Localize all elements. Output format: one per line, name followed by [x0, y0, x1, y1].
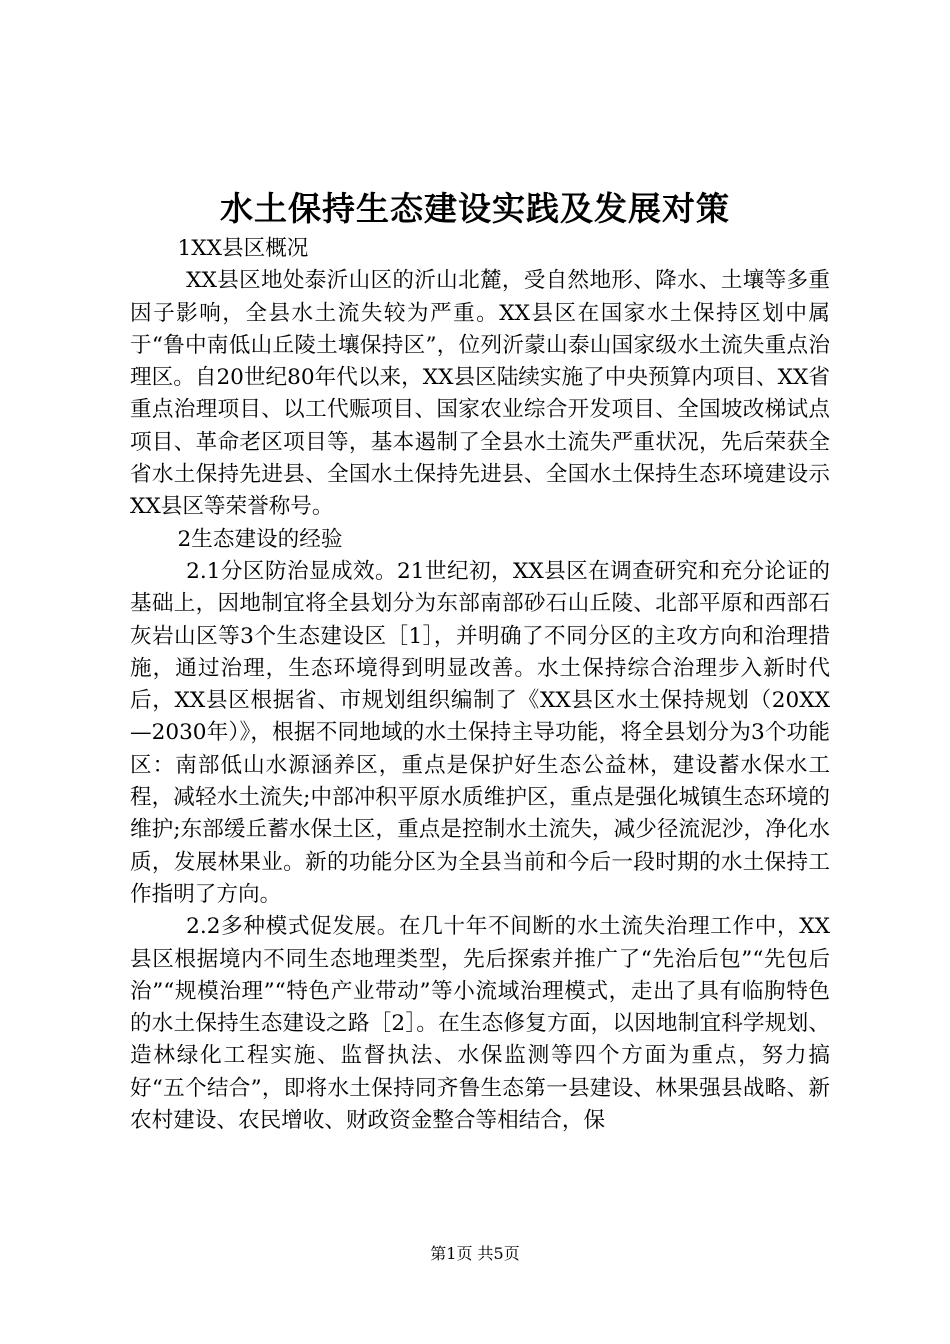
paragraph-2-1: 2.1分区防治显成效。21世纪初，XX县区在调查研究和充分论证的基础上，因地制宜将全县划分为东部南部砂石山丘陵、北部平原和西部石灰岩山区等3个生态建设区［1］，并明确了不同分区的主攻方向和治理措施，通过治理，生态环境得到明显改善。水土保持综合治理步入新时代后，XX县区根据省、市规划组织编制了《XX县区水土保持规划（20XX—2030年）》，根据不同地域的水土保持主导功能，将全县划分为3个功能区：南部低山水源涵养区，重点是保护好生态公益林，建设蓄水保水工程，减轻水土流失;中部冲积平原水质维护区，重点是强化城镇生态环境的维护;东部缓丘蓄水保土区，重点是控制水土流失，减少径流泥沙，净化水质，发展林果业。新的功能分区为全县当前和今后一段时期的水土保持工作指明了方向。 [130, 558, 830, 907]
document-title: 水土保持生态建设实践及发展对策 [220, 189, 730, 228]
section-heading-1: 1XX县区概况 [177, 236, 309, 261]
section-heading-2: 2生态建设的经验 [177, 526, 343, 552]
paragraph-2-2: 2.2多种模式促发展。在几十年不间断的水土流失治理工作中，XX县区根据境内不同生态地理类型，先后探索并推广了“先治后包”“先包后治”“规模治理”“特色产业带动”等小流域治理模式，走出了具有临朐特色的水土保持生态建设之路［2］。在生态修复方面，以因地制宜科学规划、造林绿化工程实施、监督执法、水保监测等四个方面为重点，努力搞好“五个结合”，即将水土保持同齐鲁生态第一县建设、林果强县战略、新农村建设、农民增收、财政资金整合等相结合，保 [130, 914, 830, 1134]
page-footer: 第1页 共5页 [430, 1244, 520, 1263]
paragraph-overview: XX县区地处泰沂山区的沂山北麓，受自然地形、降水、土壤等多重因子影响，全县水土流失较为严重。XX县区在国家水土保持区划中属于“鲁中南低山丘陵土壤保持区”，位列沂蒙山泰山国家级水土流失重点治理区。自20世纪80年代以来，XX县区陆续实施了中央预算内项目、XX省重点治理项目、以工代赈项目、国家农业综合开发项目、全国坡改梯试点项目、革命老区项目等，基本遏制了全县水土流失严重状况，先后荣获全省水土保持先进县、全国水土保持先进县、全国水土保持生态环境建设示XX县区等荣誉称号。 [130, 268, 830, 520]
document-body [130, 233, 830, 1137]
